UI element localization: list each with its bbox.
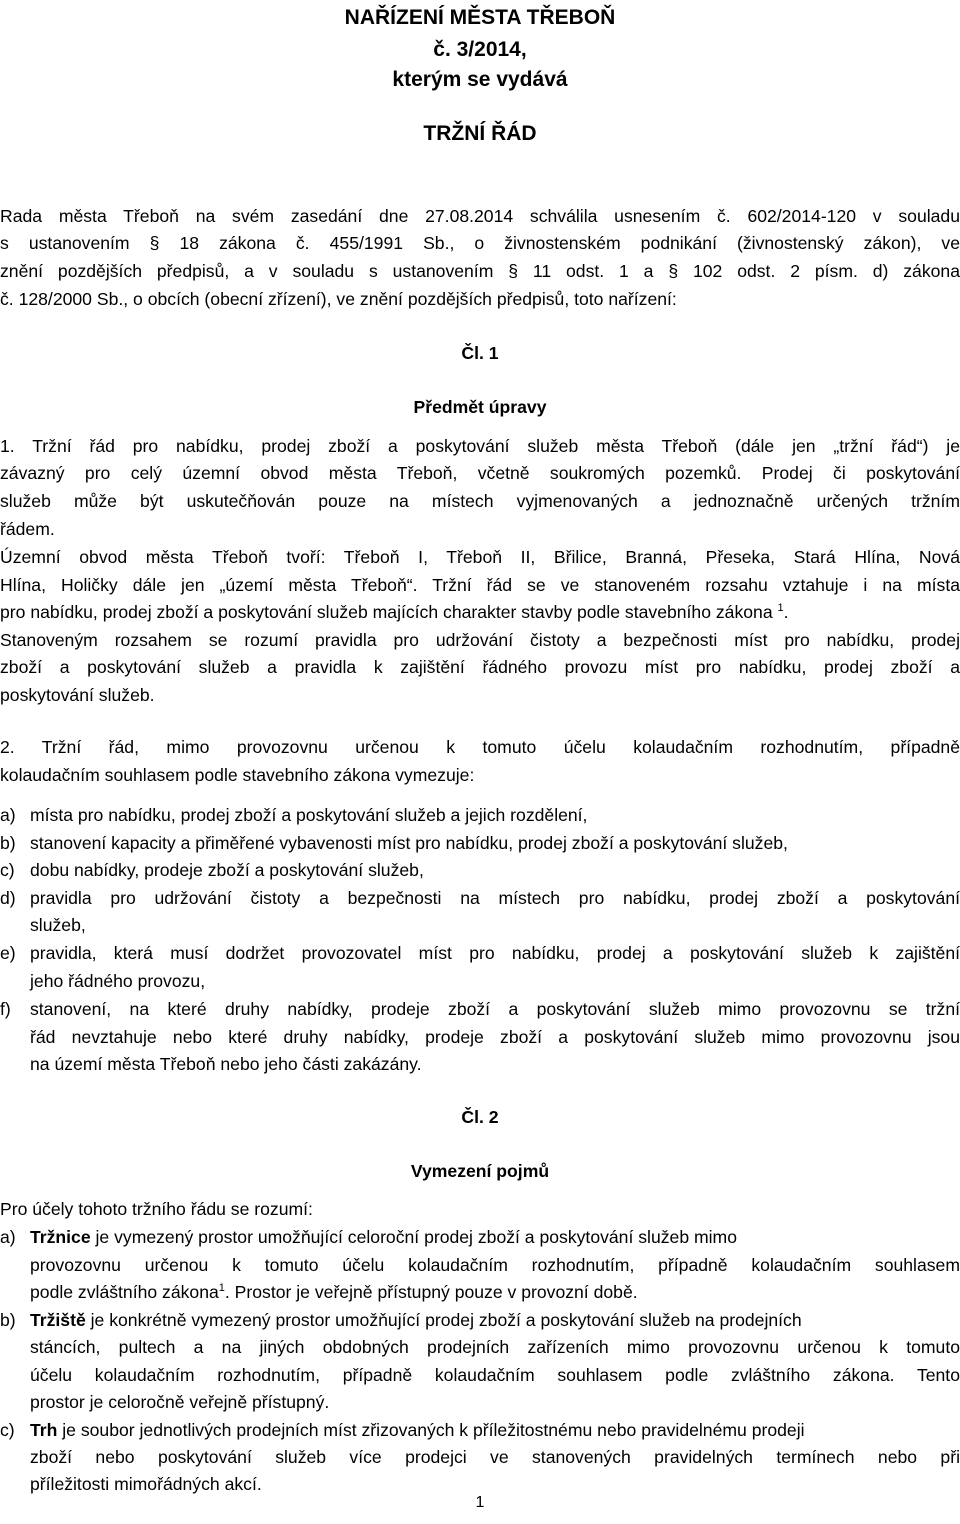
list-text: stanovení kapacity a přiměřené vybavenosti míst pro nabídku, prodej zboží a poskytování služeb, [30,833,788,853]
list-label: a) [0,805,16,825]
article-1-p1-line: zboží a poskytování služeb a pravidla k zajištění řádného provozu míst pro nabídku, prodej zboží a [0,657,960,677]
list-text: pravidla, která musí dodržet provozovatel míst pro nabídku, prodej a poskytování služeb k zajištění [30,943,960,963]
definition-text-line: účelu kolaudačním rozhodnutím, případně kolaudačním souhlasem podle zvláštního zákona. Tento [30,1365,960,1385]
article-1-p2-line: kolaudačním souhlasem podle stavebního zákona vymezuje: [0,765,475,785]
article-2-heading: Vymezení pojmů [410,1161,550,1181]
article-1-p1-line: 1. Tržní řád pro nabídku, prodej zboží a poskytování služeb města Třeboň (dále jen „tržní řád“) je [0,436,960,456]
definition-text-line: prostor je celoročně veřejně přístupný. [30,1392,330,1412]
definition-text-line: je vymezený prostor umožňující celoroční prodej zboží a poskytování služeb mimo [90,1227,737,1247]
list-label: b) [0,1310,16,1330]
list-text: místa pro nabídku, prodej zboží a poskytování služeb a jejich rozdělení, [30,805,588,825]
article-1-p1-line: Územní obvod města Třeboň tvoří: Třeboň I, Třeboň II, Břilice, Branná, Přeseka, Stará Hlína, Nová [0,547,960,567]
footnote-tail: . [783,602,789,622]
article-1-p1-line: poskytování služeb. [0,685,155,705]
definition-text-line: je konkrétně vymezený prostor umožňující prodej zboží a poskytování služeb na prodejních [85,1310,802,1330]
article-1-p2-line: 2. Tržní řád, mimo provozovnu určenou k tomuto účelu kolaudačním rozhodnutím, případně [0,737,960,757]
intro-line: č. 128/2000 Sb., o obcích (obecní zřízení), ve znění pozdějších předpisů, toto nařízení: [0,289,677,309]
definition-text [30,1279,960,1305]
list-text: jeho řádného provozu, [30,971,206,991]
definition-text-line: zboží nebo poskytování služeb více prodejci ve stanovených pravidelných termínech nebo při [30,1447,960,1467]
definition-text [30,1224,960,1250]
footnote-ref: 1 [218,1282,225,1295]
document-number: č. 3/2014, [433,38,527,61]
list-label: b) [0,833,16,853]
term-trznice: Tržnice [30,1227,91,1247]
article-1-p1-line: služeb může být uskutečňován pouze na místech vyjmenovaných a jednoznačně určených tržním [0,491,960,511]
list-label: f) [0,999,11,1019]
list-label: d) [0,888,16,908]
definition-text-line: příležitosti mimořádných akcí. [30,1474,262,1494]
list-label: e) [0,943,16,963]
article-1-p1-line: pro nabídku, prodej zboží a poskytování služeb majících charakter stavby podle stavebního zákona [0,602,773,622]
list-text: služeb, [30,915,86,935]
term-trziste: Tržiště [30,1310,86,1330]
footnote-ref: 1 [777,602,784,615]
intro-line: Rada města Třeboň na svém zasedání dne 27.08.2014 schválila usnesením č. 602/2014-120 v souladu [0,206,960,226]
definition-text-line: provozovnu určenou k tomuto účelu kolaudačním rozhodnutím, případně kolaudačním souhlasem [30,1255,960,1275]
list-label: c) [0,1420,15,1440]
article-2-intro: Pro účely tohoto tržního řádu se rozumí: [0,1199,313,1219]
article-1-heading: Předmět úpravy [413,397,547,417]
document-title: NAŘÍZENÍ MĚSTA TŘEBOŇ [344,6,616,29]
article-1-number: Čl. 1 [461,343,499,363]
article-1-p1-line: řádem. [0,519,55,539]
list-text: stanovení, na které druhy nabídky, prodeje zboží a poskytování služeb mimo provozovnu se tržní [30,999,960,1019]
definition-text [30,1307,960,1333]
article-1-p1-line: Stanoveným rozsahem se rozumí pravidla pro udržování čistoty a bezpečnosti míst pro nabídku, prodej [0,630,960,650]
document-name: TRŽNÍ ŘÁD [423,122,537,145]
document-subtitle: kterým se vydává [392,68,568,91]
intro-line: znění pozdějších předpisů, a v souladu s ustanovením § 11 odst. 1 a § 102 odst. 2 písm. d) zákona [0,261,960,281]
list-text: řád nevztahuje nebo které druhy nabídky, prodeje zboží a poskytování služeb mimo provozovnu jsou [30,1027,960,1047]
list-text: na území města Třeboň nebo jeho části zakázány. [30,1054,422,1074]
definition-text-line: stáncích, pultech a na jiných obdobných prodejních zařízeních mimo provozovnu určenou k tomuto [30,1337,960,1357]
article-1-p1-line: Hlína, Holičky dále jen „území města Třeboň“. Tržní řád se ve stanoveném rozsahu vztahuje i na místa [0,575,960,595]
term-trh: Trh [30,1420,58,1440]
list-label: c) [0,860,15,880]
intro-line: s ustanovením § 18 zákona č. 455/1991 Sb., o živnostenském podnikání (živnostenský zákon), ve [0,233,960,253]
article-1-p1-line: závazný pro celý územní obvod města Třeboň, včetně soukromých pozemků. Prodej či poskytování [0,463,960,483]
article-2-number: Čl. 2 [461,1107,499,1127]
definition-text-line: podle zvláštního zákona [30,1282,219,1302]
list-text: pravidla pro udržování čistoty a bezpečnosti na místech pro nabídku, prodej zboží a poskytování [30,888,960,908]
page-number: 1 [475,1494,485,1511]
article-1-p1-footnote-line [0,599,960,625]
list-text: dobu nabídky, prodeje zboží a poskytování služeb, [30,860,424,880]
list-label: a) [0,1227,16,1247]
definition-text-line: . Prostor je veřejně přístupný pouze v provozní době. [224,1282,638,1302]
definition-text-line: je soubor jednotlivých prodejních míst zřizovaných k příležitostnému nebo pravidelnému prodeji [57,1420,805,1440]
definition-text [30,1417,960,1443]
